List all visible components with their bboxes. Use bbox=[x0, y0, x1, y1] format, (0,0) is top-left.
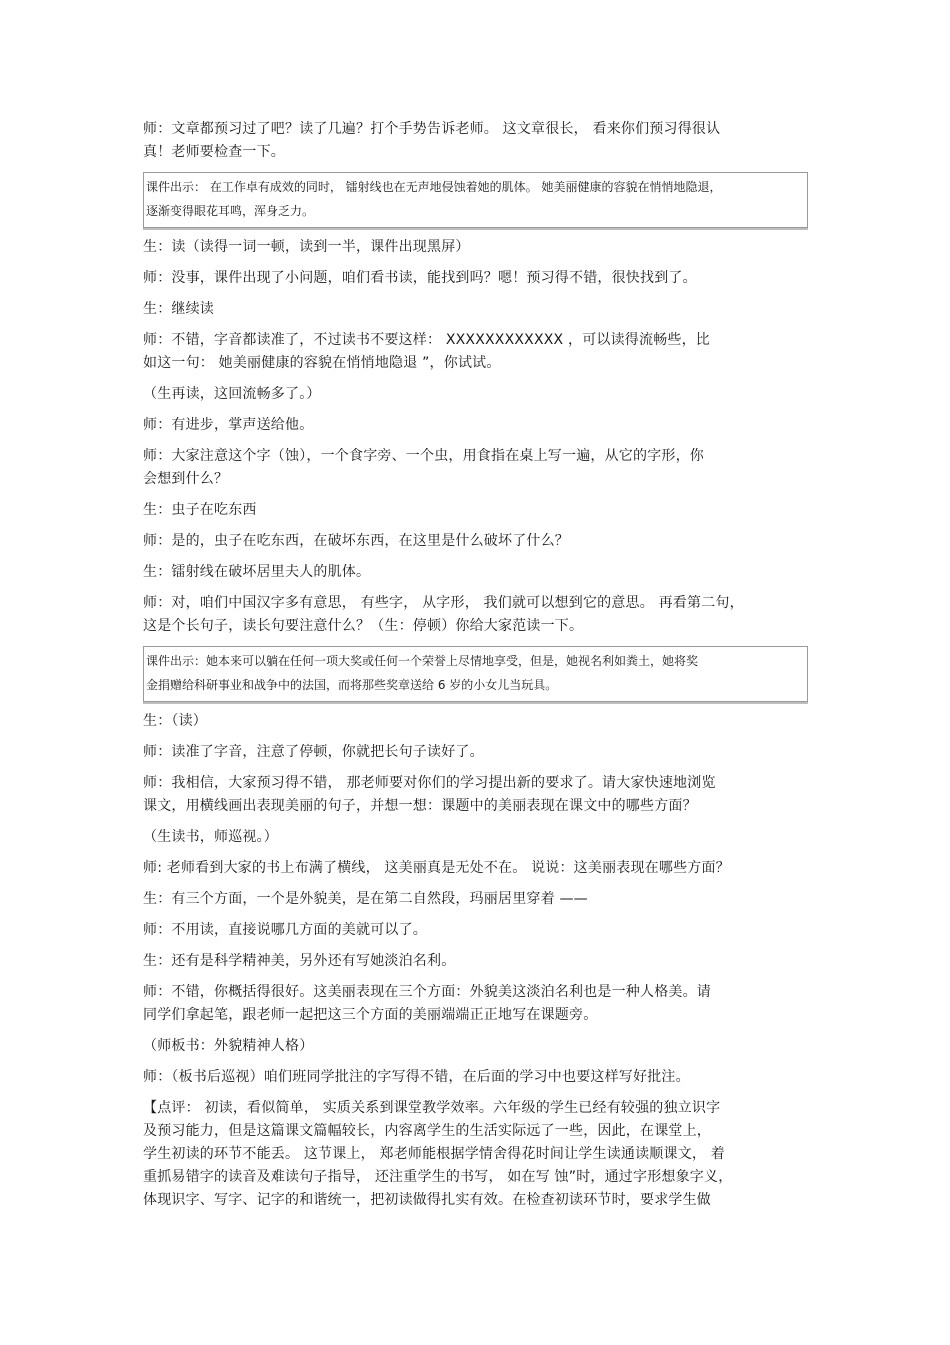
text-line: 生：继续读 bbox=[143, 301, 214, 317]
text-line: 逐渐变得眼花耳鸣，浑身乏力。 bbox=[146, 204, 315, 218]
text-line: 师：对，咱们中国汉字多有意思， 有些字， 从字形， 我们就可以想到它的意思。 再看第二句， bbox=[143, 595, 744, 611]
dialogue-paragraph bbox=[143, 981, 808, 1027]
courseware-callout bbox=[143, 172, 808, 228]
dialogue-paragraph bbox=[143, 499, 808, 522]
text-line: 师：我相信，大家预习得不错， 那老师要对你们的学习提出新的要求了。请大家快速地浏览 bbox=[143, 775, 716, 791]
text-line: 生：有三个方面，一个是外貌美，是在第二自然段，玛丽居里穿着 —— bbox=[143, 891, 588, 907]
dialogue-paragraph bbox=[143, 772, 808, 818]
text-line: 重抓易错字的读音及难读句子指导， 还注重学生的书写， 如在写 蚀”时，通过字形想象字义， bbox=[143, 1169, 733, 1185]
dialogue-paragraph bbox=[143, 826, 808, 849]
dialogue-paragraph bbox=[143, 888, 808, 911]
dialogue-paragraph bbox=[143, 919, 808, 942]
text-line: 生：（读） bbox=[143, 713, 207, 729]
text-line: 会想到什么？ bbox=[143, 471, 229, 487]
text-line: 及预习能力，但是这篇课文篇幅较长，内容离学生的生活实际远了一些，因此，在课堂上， bbox=[143, 1123, 711, 1139]
dialogue-paragraph bbox=[143, 1066, 808, 1089]
text-line: 师：文章都预习过了吧？读了几遍？打个手势告诉老师。 这文章很长， 看来你们预习得很认 bbox=[143, 121, 721, 137]
dialogue-paragraph bbox=[143, 1097, 808, 1212]
text-line: 师：读准了字音，注意了停顿，你就把长句子读好了。 bbox=[143, 744, 484, 760]
text-line: 【点评： 初读，看似简单， 实质关系到课堂教学效率。六年级的学生已经有较强的独立识字 bbox=[143, 1100, 721, 1116]
dialogue-paragraph bbox=[143, 118, 808, 164]
text-line: 真！老师要检查一下。 bbox=[143, 144, 285, 160]
dialogue-paragraph bbox=[143, 530, 808, 553]
text-line: 这是个长句子，读长句要注意什么？（生：停顿）你给大家范读一下。 bbox=[143, 618, 584, 634]
text-line: （生读书，师巡视。） bbox=[143, 829, 278, 845]
dialogue-paragraph bbox=[143, 298, 808, 321]
text-line: 师：不错，字音都读准了，不过读书不要这样： XXXXXXXXXXXX ，可以读得流畅些，比 bbox=[143, 332, 710, 348]
dialogue-paragraph bbox=[143, 236, 808, 259]
dialogue-paragraph bbox=[143, 445, 808, 491]
text-line: 学生初读的环节不能丢。 这节课上， 郑老师能根据学情舍得花时间让学生读通读顺课文， 着 bbox=[143, 1146, 725, 1162]
text-line: 生：虫子在吃东西 bbox=[143, 502, 257, 518]
text-line: （师板书：外貌精神人格） bbox=[143, 1038, 314, 1054]
text-line: 师：（板书后巡视）咱们班同学批注的字写得不错，在后面的学习中也要这样写好批注。 bbox=[143, 1069, 690, 1085]
dialogue-paragraph bbox=[143, 950, 808, 973]
dialogue-paragraph bbox=[143, 329, 808, 375]
document-page bbox=[143, 118, 808, 1220]
dialogue-paragraph bbox=[143, 592, 808, 638]
text-line: 金捐赠给科研事业和战争中的法国，而将那些奖章送给 6 岁的小女儿当玩具。 bbox=[146, 678, 558, 692]
text-line: 同学们拿起笔，跟老师一起把这三个方面的美丽端端正正地写在课题旁。 bbox=[143, 1007, 598, 1023]
text-line: 课件出示：她本来可以躺在任何一项大奖或任何一个荣誉上尽情地享受，但是，她视名利如粪土，她将奖 bbox=[146, 654, 699, 668]
text-line: 生：镭射线在破坏居里夫人的肌体。 bbox=[143, 564, 371, 580]
courseware-callout bbox=[143, 646, 808, 702]
dialogue-paragraph bbox=[143, 741, 808, 764]
text-line: 如这一句： 她美丽健康的容貌在悄悄地隐退 ”，你试试。 bbox=[143, 355, 501, 371]
dialogue-paragraph bbox=[143, 267, 808, 290]
text-line: 师：不用读，直接说哪几方面的美就可以了。 bbox=[143, 922, 427, 938]
dialogue-paragraph bbox=[143, 414, 808, 437]
text-line: 师: 老师看到大家的书上布满了横线， 这美丽真是无处不在。 说说：这美丽表现在哪些方面？ bbox=[143, 860, 730, 876]
text-line: 生：还有是科学精神美，另外还有写她淡泊名利。 bbox=[143, 953, 456, 969]
text-line: 课件出示： 在工作卓有成效的同时， 镭射线也在无声地侵蚀着她的肌体。 她美丽健康的容貌在悄悄地隐退， bbox=[146, 180, 722, 194]
text-line: 课文，用横线画出表现美丽的句子，并想一想：课题中的美丽表现在课文中的哪些方面？ bbox=[143, 798, 697, 814]
dialogue-paragraph bbox=[143, 1035, 808, 1058]
text-line: 师：不错，你概括得很好。这美丽表现在三个方面：外貌美这淡泊名利也是一种人格美。请 bbox=[143, 984, 711, 1000]
text-line: （生再读，这回流畅多了。） bbox=[143, 386, 321, 402]
text-line: 师：是的，虫子在吃东西，在破坏东西，在这里是什么破坏了什么？ bbox=[143, 533, 569, 549]
text-line: 师：大家注意这个字（蚀），一个食字旁、一个虫，用食指在桌上写一遍，从它的字形，你 bbox=[143, 448, 704, 464]
dialogue-paragraph bbox=[143, 857, 808, 880]
text-line: 师：有进步，掌声送给他。 bbox=[143, 417, 314, 433]
dialogue-paragraph bbox=[143, 561, 808, 584]
text-line: 师：没事，课件出现了小问题，咱们看书读，能找到吗？嗯！预习得不错，很快找到了。 bbox=[143, 270, 697, 286]
text-line: 生：读（读得一词一顿，读到一半，课件出现黑屏） bbox=[143, 239, 470, 255]
dialogue-paragraph bbox=[143, 710, 808, 733]
dialogue-paragraph bbox=[143, 383, 808, 406]
text-line: 体现识字、写字、记字的和谐统一，把初读做得扎实有效。在检查初读环节时，要求学生做 bbox=[143, 1192, 711, 1208]
